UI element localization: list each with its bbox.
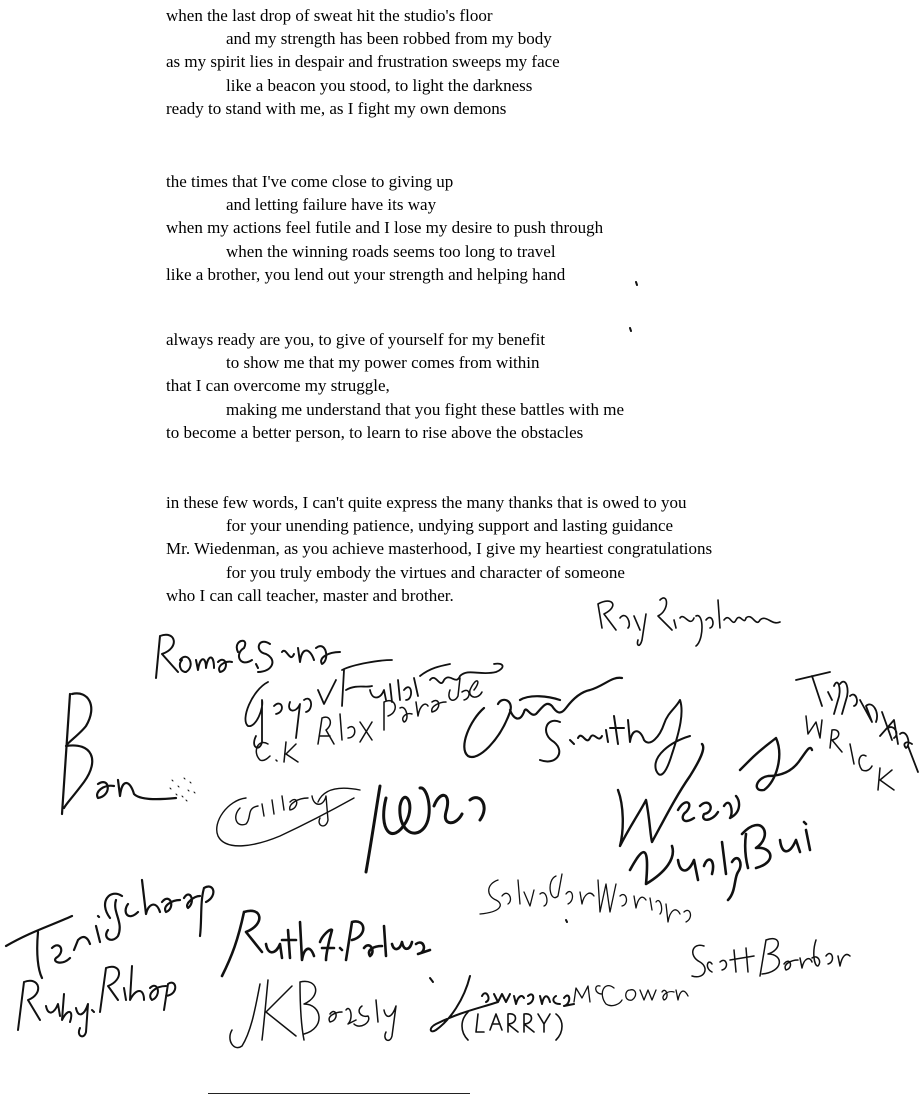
signature-wesley-wong <box>618 738 812 846</box>
signature-dalley <box>217 788 360 846</box>
poem-line: Mr. Wiedenman, as you achieve masterhood, I give my heartiest congratulations <box>166 539 713 559</box>
poem-line: ready to stand with me, as I fight my own demons <box>166 98 507 118</box>
signature-jk-beasley <box>230 980 396 1048</box>
poem-line: for your unending patience, undying support and lasting guidance <box>226 516 674 536</box>
poem-line: in these few words, I can't quite express the many thanks that is owed to you <box>166 493 687 512</box>
poem-line: like a brother, you lend out your strength and helping hand <box>166 264 566 284</box>
poem-line: the times that I've come close to giving up <box>166 172 454 191</box>
poem-line: to become a better person, to learn to rise above the obstacles <box>166 422 584 442</box>
signature-ray-ringelman <box>598 598 780 646</box>
poem-line: to show me that my power comes from within <box>226 353 540 373</box>
signature-scribble-middle <box>366 786 484 872</box>
poem-line: as my spirit lies in despair and frustration sweeps my face <box>166 52 560 72</box>
signature-lawrence-larry <box>431 976 574 1040</box>
poem-line: always ready are you, to give of yourself for my benefit <box>166 330 546 349</box>
poem-line: making me understand that you fight these battles with me <box>226 399 624 419</box>
signature-ben <box>62 693 195 814</box>
poem-line: when the last drop of sweat hit the studio's floor <box>166 6 493 25</box>
poem-line: and letting failure have its way <box>226 195 437 215</box>
signature-line <box>208 1093 470 1094</box>
signature-scott-bender <box>692 939 850 977</box>
poem-line: for you truly embody the virtues and character of someone <box>226 562 625 582</box>
signature-loops <box>464 678 622 757</box>
poem-line: when the winning roads seems too long to travel <box>226 241 556 261</box>
signature-tiffany-kerk <box>796 672 918 790</box>
signature-rome-saura <box>156 635 340 678</box>
signature-george-fullerton <box>245 660 502 748</box>
stray-marks <box>430 282 637 982</box>
signature-ruth-palmer <box>222 911 430 976</box>
poem-line: and my strength has been robbed from my body <box>226 29 552 49</box>
poem-line: who I can call teacher, master and brother. <box>166 585 454 605</box>
signature-teri-schaap <box>6 880 213 978</box>
poem-line: when my actions feel futile and I lose my desire to push through <box>166 218 604 238</box>
signature-salvador-marinez <box>480 874 690 922</box>
signature-mccowan <box>574 986 688 1006</box>
signature-alex-paredes <box>256 678 482 762</box>
poem-line: that I can overcome my struggle, <box>166 376 390 396</box>
poem-line: like a beacon you stood, to light the darkness <box>226 75 533 95</box>
